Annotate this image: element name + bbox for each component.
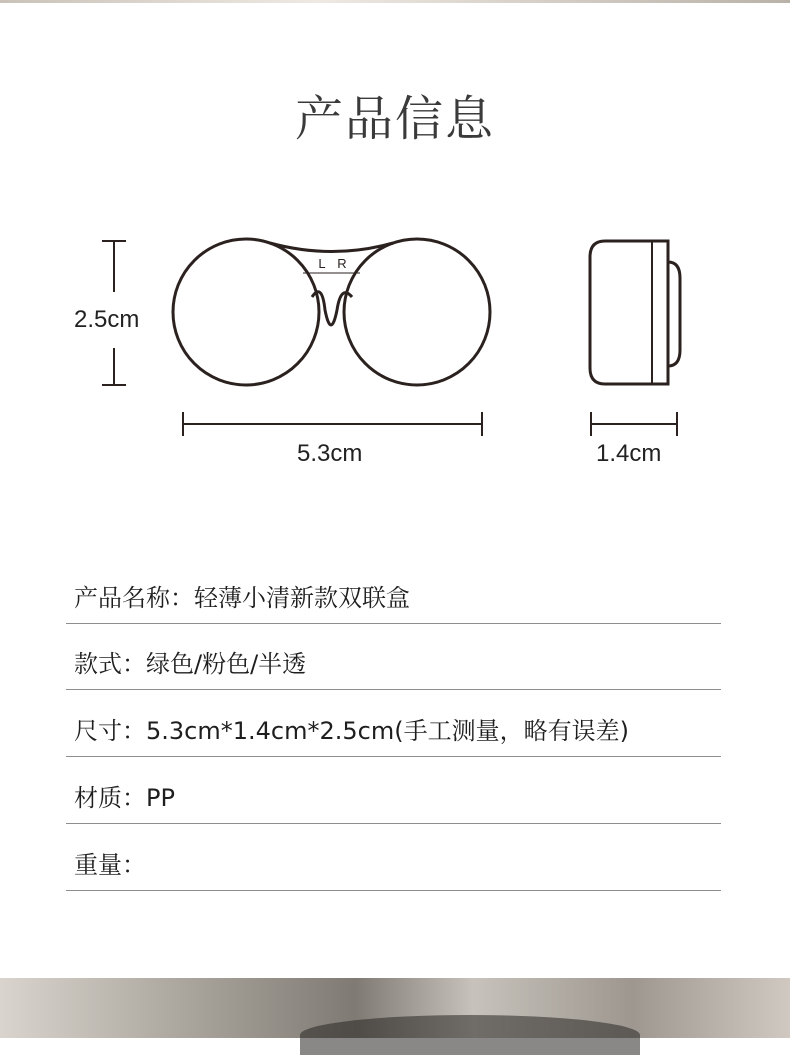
spec-size-text: 尺寸：5.3cm*1.4cm*2.5cm(手工测量，略有误差)	[74, 717, 629, 745]
spec-row-name	[66, 558, 721, 624]
case-side-view	[590, 241, 680, 384]
spec-material-text: 材质：PP	[74, 784, 175, 812]
case-front-view	[173, 239, 490, 385]
left-lens-well	[173, 239, 319, 385]
spec-style-text: 款式：绿色/粉色/半透	[74, 650, 307, 678]
product-photo-shadow	[300, 1015, 640, 1055]
right-lens-well	[344, 239, 490, 385]
page-title: 产品信息	[294, 91, 495, 147]
width-label: 5.3cm	[297, 440, 363, 467]
product-dimension-diagram	[0, 200, 790, 500]
spec-weight-text: 重量：	[74, 851, 146, 879]
height-label: 2.5cm	[74, 306, 140, 333]
width-dimension-marker	[183, 412, 482, 436]
depth-label: 1.4cm	[596, 440, 662, 467]
spec-row-size	[66, 691, 721, 757]
spec-row-style	[66, 624, 721, 690]
spec-name-text: 产品名称：轻薄小清新款双联盒	[74, 584, 410, 612]
spec-row-material	[66, 758, 721, 824]
bridge-top	[270, 243, 393, 252]
side-body	[590, 241, 668, 384]
depth-dimension-marker	[591, 412, 677, 436]
top-photo-edge	[0, 0, 790, 3]
lens-label-right: R	[337, 256, 347, 271]
spec-row-weight	[66, 825, 721, 891]
side-cap	[668, 262, 680, 366]
lens-label-left: L	[318, 256, 326, 271]
case-drawing	[0, 200, 790, 500]
